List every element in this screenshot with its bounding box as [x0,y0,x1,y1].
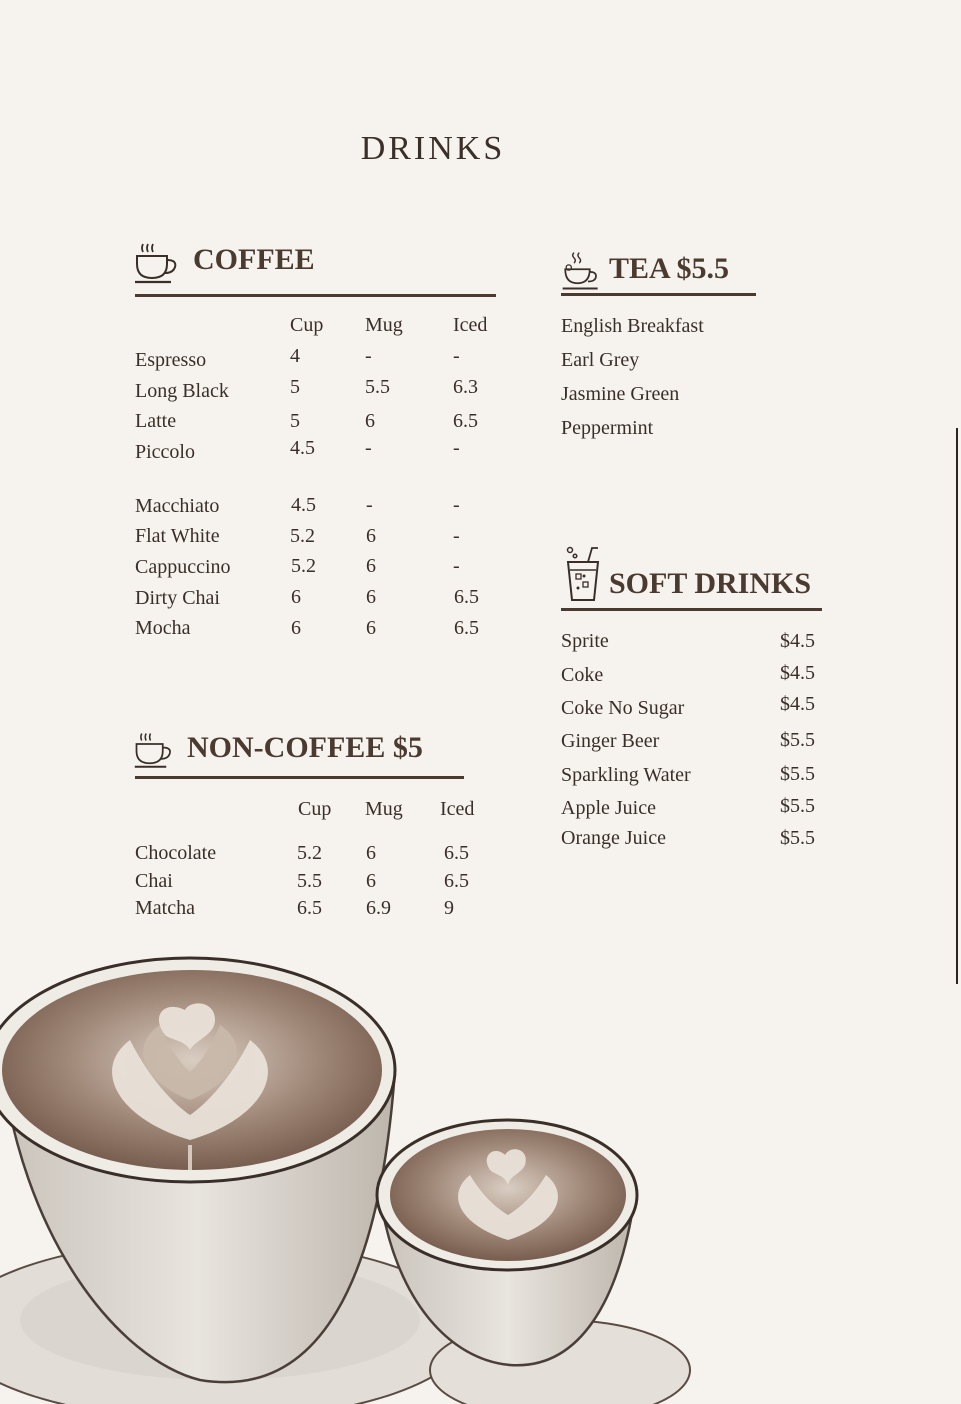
non-coffee-item-iced: 6.5 [444,842,469,864]
soft-drink-name: Coke [561,664,604,686]
coffee-col-cup: Cup [290,314,324,336]
coffee-item-mug: 6 [365,410,375,432]
coffee-item-mug: - [365,345,372,367]
soft-drink-price: $5.5 [780,763,815,785]
coffee-item-iced: - [453,555,460,577]
coffee-item-mug: - [366,494,373,516]
soft-drink-name: Apple Juice [561,797,656,819]
non-coffee-item-cup: 6.5 [297,897,322,919]
non-coffee-item-name: Matcha [135,897,195,919]
soft-drink-price: $5.5 [780,827,815,849]
coffee-item-name: Macchiato [135,495,220,517]
page-title: DRINKS [360,130,506,167]
non-coffee-item-mug: 6.9 [366,897,391,919]
coffee-item-iced: - [453,525,460,547]
non-coffee-item-iced: 6.5 [444,870,469,892]
non-coffee-divider [135,776,464,779]
teacup-icon [560,250,602,292]
non-coffee-col-iced: Iced [440,798,475,820]
coffee-item-cup: 6 [291,586,301,608]
coffee-item-cup: 5 [290,410,300,432]
soda-glass-icon [562,544,602,604]
coffee-item-iced: 6.5 [454,617,479,639]
soft-drink-name: Ginger Beer [561,730,660,752]
soft-drink-price: $5.5 [780,729,815,751]
non-coffee-heading: NON-COFFEE $5 [187,731,423,764]
soft-drink-name: Coke No Sugar [561,697,685,719]
tea-heading: TEA $5.5 [609,252,730,285]
non-coffee-col-mug: Mug [365,798,403,820]
coffee-item-iced: - [453,494,460,516]
coffee-item-cup: 4 [290,345,300,367]
coffee-item-name: Piccolo [135,441,195,463]
coffee-item-iced: 6.3 [453,376,478,398]
coffee-item-cup: 4.5 [291,494,316,516]
cup-icon [133,730,175,772]
coffee-item-mug: 6 [366,586,376,608]
tea-divider [561,293,756,296]
coffee-item-iced: 6.5 [454,586,479,608]
coffee-item-iced: - [453,437,460,459]
tea-item: Earl Grey [561,349,640,371]
coffee-divider [135,294,496,297]
coffee-item-name: Espresso [135,349,207,371]
tea-item: Peppermint [561,417,654,439]
non-coffee-item-mug: 6 [366,870,376,892]
coffee-item-name: Cappuccino [135,556,231,578]
tea-item: Jasmine Green [561,383,680,405]
coffee-item-cup: 4.5 [290,437,315,459]
coffee-item-name: Latte [135,410,177,432]
soft-drinks-heading: SOFT DRINKS [609,567,812,600]
soft-drink-name: Sprite [561,630,609,652]
non-coffee-col-cup: Cup [298,798,332,820]
coffee-cup-icon [133,240,181,288]
latte-cups-illustration [0,940,961,1404]
soft-drink-price: $4.5 [780,693,815,715]
non-coffee-item-cup: 5.2 [297,842,322,864]
coffee-item-mug: - [365,437,372,459]
non-coffee-item-name: Chocolate [135,842,217,864]
coffee-col-mug: Mug [365,314,403,336]
coffee-item-name: Long Black [135,380,229,402]
coffee-heading: COFFEE [193,243,315,276]
soft-drink-price: $5.5 [780,795,815,817]
coffee-item-iced: - [453,345,460,367]
soft-drink-name: Sparkling Water [561,764,691,786]
coffee-item-cup: 6 [291,617,301,639]
coffee-item-cup: 5 [290,376,300,398]
coffee-item-name: Flat White [135,525,220,547]
coffee-item-mug: 6 [366,617,376,639]
coffee-item-name: Mocha [135,617,191,639]
coffee-col-iced: Iced [453,314,488,336]
soft-drink-price: $4.5 [780,662,815,684]
tea-item: English Breakfast [561,315,704,337]
non-coffee-item-name: Chai [135,870,173,892]
soft-drink-name: Orange Juice [561,827,666,849]
coffee-item-iced: 6.5 [453,410,478,432]
soft-drink-price: $4.5 [780,630,815,652]
soft-drinks-divider [561,608,822,611]
non-coffee-item-iced: 9 [444,897,454,919]
coffee-item-cup: 5.2 [290,525,315,547]
coffee-item-mug: 6 [366,555,376,577]
coffee-item-mug: 5.5 [365,376,390,398]
non-coffee-item-cup: 5.5 [297,870,322,892]
coffee-item-name: Dirty Chai [135,587,220,609]
edge-line [956,428,958,984]
coffee-item-mug: 6 [366,525,376,547]
coffee-item-cup: 5.2 [291,555,316,577]
non-coffee-item-mug: 6 [366,842,376,864]
